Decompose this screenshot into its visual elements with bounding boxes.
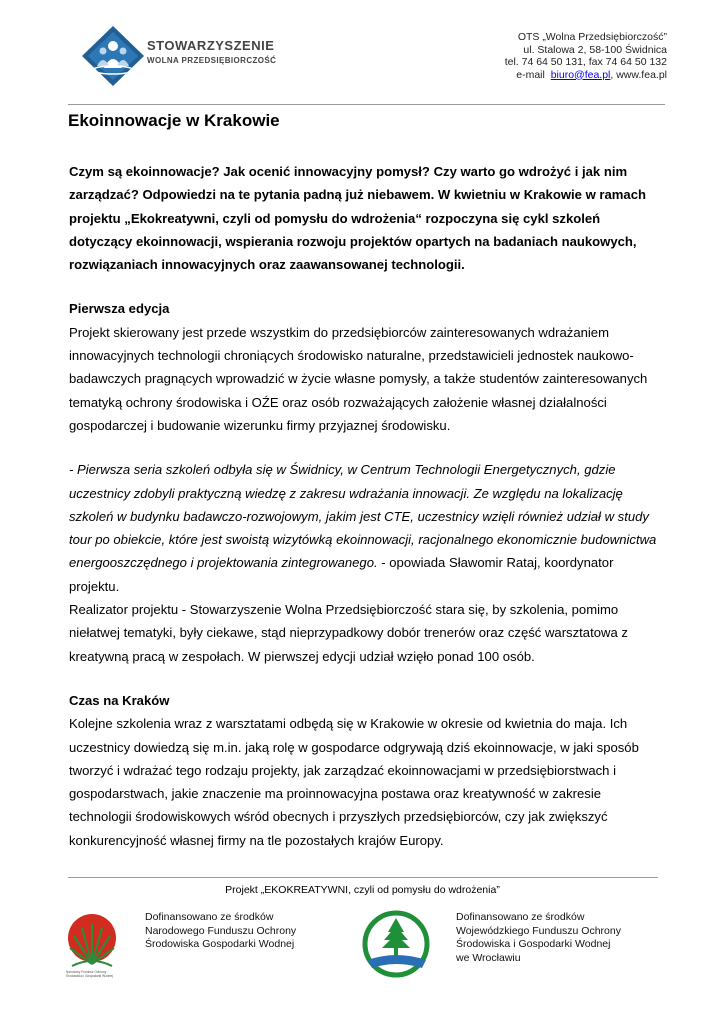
section-heading: Czas na Kraków [69, 692, 170, 708]
contact-address: ul. Stalowa 2, 58-100 Świdnica [523, 43, 667, 56]
contact-block [505, 31, 667, 81]
contact-org: OTS „Wolna Przedsiębiorczość” [517, 31, 667, 43]
website-text: , www.fea.pl [610, 68, 667, 81]
section-heading: Pierwsza edycja [69, 301, 170, 317]
funding-line: Dofinansowano ze środków [145, 911, 274, 923]
footer-divider [68, 877, 658, 878]
contact-phone: tel. 74 64 50 131, fax 74 64 50 132 [504, 56, 667, 68]
header-divider [68, 104, 665, 105]
funding-line: we Wrocławiu [456, 951, 521, 964]
wfosigw-logo [360, 910, 435, 980]
wfosigw-funding-text [456, 911, 621, 965]
article-body [69, 160, 659, 852]
wfosigw-logo-mark [360, 910, 435, 980]
funding-line: Dofinansowano ze środków [456, 911, 585, 923]
page-title: Ekoinnowacje w Krakowie [68, 111, 280, 130]
contact-email-line [505, 69, 667, 82]
funding-line: Środowiska Gospodarki Wodnej [145, 938, 295, 950]
nfosigw-logo [66, 910, 126, 985]
nfosigw-funding-text [145, 911, 296, 952]
org-logo-mark [78, 24, 148, 88]
paragraph: Kolejne szkolenia wraz z warsztatami odbędą się w Krakowie w okresie od kwietnia do maja. Ich uczestnicy dowiedzą się m.in. jaką rolę w gospodarce odgrywają dziś ekoinnowacje, w jaki sposób tworzyć i wdrażać tego rodzaju projekty, jak zarządzać ekoinnowacjami w przedsiębiorstwach i gospodarstwach, jakie znaczenie ma proinnowacyjna postawa oraz kreatywność w zakresie technologii środowiskowych wśród obecnych i przyszłych przedsiębiorców, czy jak zwiększyć konkurencyjność własnej firmy na tle pozostałych krajów Europy. [69, 716, 639, 848]
funding-line: Wojewódzkiego Funduszu Ochrony [456, 924, 621, 937]
email-link[interactable]: biuro@fea.pl [550, 68, 611, 81]
lead-paragraph: Czym są ekoinnowacje? Jak ocenić innowacyjny pomysł? Czy warto go wdrożyć i jak nim zarządzać? Odpowiedzi na te pytania padną już niebawem. W kwietniu w Krakowie w ramach projektu „Ekokreatywni, czyli od pomysłu do wdrożenia“ rozpoczyna się cykl szkoleń dotyczący ekoinnowacji, wspierania rozwoju projektów opartych na badaniach naukowych, rozwiązaniach innowacyjnych oraz zaawansowanej technologii. [69, 164, 646, 273]
paragraph: Projekt skierowany jest przede wszystkim do przedsiębiorców zainteresowanych wdrażaniem innowacyjnych technologii chroniących środowisko naturalne, przedstawicieli jednostek naukowo-badawczych pragnących wprowadzić w życie własne pomysły, a także studentów zainteresowanych tematyką ochrony środowiska i OŹE oraz osób rozważających założenie własnej działalności gospodarczej i budowanie wizerunku firmy przyjaznej środowisku. [69, 324, 648, 433]
funding-line: Narodowego Funduszu Ochrony [145, 924, 297, 937]
paragraph: Realizator projektu - Stowarzyszenie Wolna Przedsiębiorczość stara się, by szkolenia, pomimo niełatwej tematyki, były ciekawe, stąd nieprzypadkowy dobór trenerów oraz część warsztatowa z kreatywną pracą w zespołach. W pierwszej edycji udział wzięło ponad 100 osób. [69, 602, 628, 664]
org-name-sub: WOLNA PRZEDSIĘBIORCZOŚĆ [147, 56, 277, 65]
quote-attribution: - opowiada Sławomir Rataj, koordynator projektu. [69, 555, 614, 594]
nfosigw-caption: Narodowy Fundusz Ochrony Środowiska i Gospodarki Wodnej [66, 970, 113, 978]
project-name: Projekt „EKOKREATYWNI, czyli od pomysłu do wdrożenia” [225, 884, 500, 896]
funding-line: Środowiska i Gospodarki Wodnej [456, 938, 611, 950]
quote-text: - Pierwsza seria szkoleń odbyła się w Świdnicy, w Centrum Technologii Energetycznych, gdzie uczestnicy zdobyli praktyczną wiedzę z zakresu wdrażania innowacji. Ze względu na lokalizację szkoleń w budynku badawczo-rozwojowym, jakim jest CTE, uczestnicy wzięli również udział w study tour po obiekcie, które jest swoistą wizytówką ekoinnowacji, racjonalnego ekonomicznie budownictwa energooszczędnego i projektowania zintegrowanego. [69, 462, 657, 571]
org-name: STOWARZYSZENIE [147, 38, 275, 53]
email-prefix: e-mail [516, 68, 545, 81]
quote-paragraph [69, 458, 659, 598]
